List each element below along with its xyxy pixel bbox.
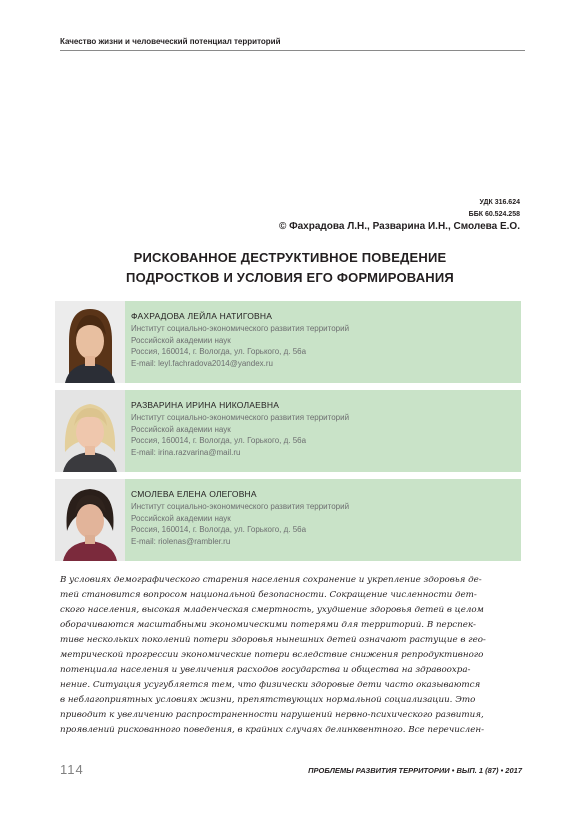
author-affiliation-academy: Российской академии наук: [131, 513, 231, 523]
abstract-line: потенциала населения и увеличения расходов государства и общества на здравоохра-: [60, 664, 471, 675]
abstract-line: метрической прогрессии экономические потери вследствие снижения репродуктивного: [60, 649, 484, 660]
abstract-line: В условиях демографического старения населения сохранение и укрепление здоровья де-: [60, 575, 482, 585]
copyright-line: © Фахрадова Л.Н., Разварина И.Н., Смолева Е.О.: [278, 221, 520, 232]
author-name: СМОЛЕВА ЕЛЕНА ОЛЕГОВНА: [131, 489, 257, 499]
article-title: [60, 248, 520, 288]
journal-reference: ПРОБЛЕМЫ РАЗВИТИЯ ТЕРРИТОРИИ • ВЫП. 1 (87) • 2017: [308, 766, 522, 775]
author-affiliation: Институт социально-экономического развития территорий: [131, 502, 350, 511]
author-card-3: [55, 479, 521, 561]
author-photo-3: [55, 479, 125, 561]
author-address: Россия, 160014, г. Вологда, ул. Горького, д. 56а: [131, 347, 307, 356]
author-email[interactable]: E-mail: irina.razvarina@mail.ru: [131, 447, 241, 457]
abstract-line: тиве нескольких поколений потери здоровья нынешних детей означают растущие в гео-: [60, 634, 486, 645]
author-address: Россия, 160014, г. Вологда, ул. Горького, д. 56а: [131, 525, 307, 534]
abstract: [60, 573, 522, 737]
author-card-2: [55, 390, 521, 472]
author-address: Россия, 160014, г. Вологда, ул. Горького, д. 56а: [131, 436, 307, 445]
udk-code: УДК 316.624: [479, 199, 520, 206]
author-affiliation-academy: Российской академии наук: [131, 424, 231, 434]
title-line-2: ПОДРОСТКОВ И УСЛОВИЯ ЕГО ФОРМИРОВАНИЯ: [126, 270, 454, 285]
page-number: 114: [60, 762, 84, 777]
abstract-line: проявлений рискованного поведения, в крайних случаях делинквентного. Все перечислен-: [60, 724, 485, 735]
page-footer: [60, 762, 522, 782]
author-email[interactable]: E-mail: riolenas@rambler.ru: [131, 536, 231, 546]
author-photo-2: [55, 390, 125, 472]
bbk-code: ББК 60.524.258: [468, 211, 520, 218]
author-affiliation: Институт социально-экономического развития территорий: [131, 413, 350, 422]
author-affiliation: Институт социально-экономического развития территорий: [131, 324, 350, 333]
author-photo-1: [55, 301, 125, 383]
author-name: ФАХРАДОВА ЛЕЙЛА НАТИГОВНА: [131, 311, 273, 321]
running-header: Качество жизни и человеческий потенциал территорий: [60, 37, 525, 51]
classification-codes: [469, 197, 520, 221]
abstract-line: в неблагоприятных условиях жизни, препятствующих нормальной социализации. Это: [60, 694, 476, 705]
title-line-1: РИСКОВАННОЕ ДЕСТРУКТИВНОЕ ПОВЕДЕНИЕ: [133, 250, 447, 265]
abstract-line: нение. Ситуация усугубляется тем, что физически здоровые дети часто оказываются: [60, 679, 481, 690]
abstract-line: ского населения, высокая младенческая смертность, ухудшение здоровья детей в целом: [60, 604, 484, 615]
author-email[interactable]: E-mail: leyl.fachradova2014@yandex.ru: [131, 358, 273, 368]
author-card-1: [55, 301, 521, 383]
abstract-line: приводит к увеличению распространенности нарушений нервно-психического развития,: [60, 709, 484, 720]
author-name: РАЗВАРИНА ИРИНА НИКОЛАЕВНА: [131, 400, 280, 410]
abstract-line: оборачиваются масштабными экономическими потерями для территорий. В перспек-: [60, 619, 476, 630]
abstract-line: тей становится вопросом национальной безопасности. Сокращение численности дет-: [60, 589, 477, 600]
author-affiliation-academy: Российской академии наук: [131, 335, 231, 345]
